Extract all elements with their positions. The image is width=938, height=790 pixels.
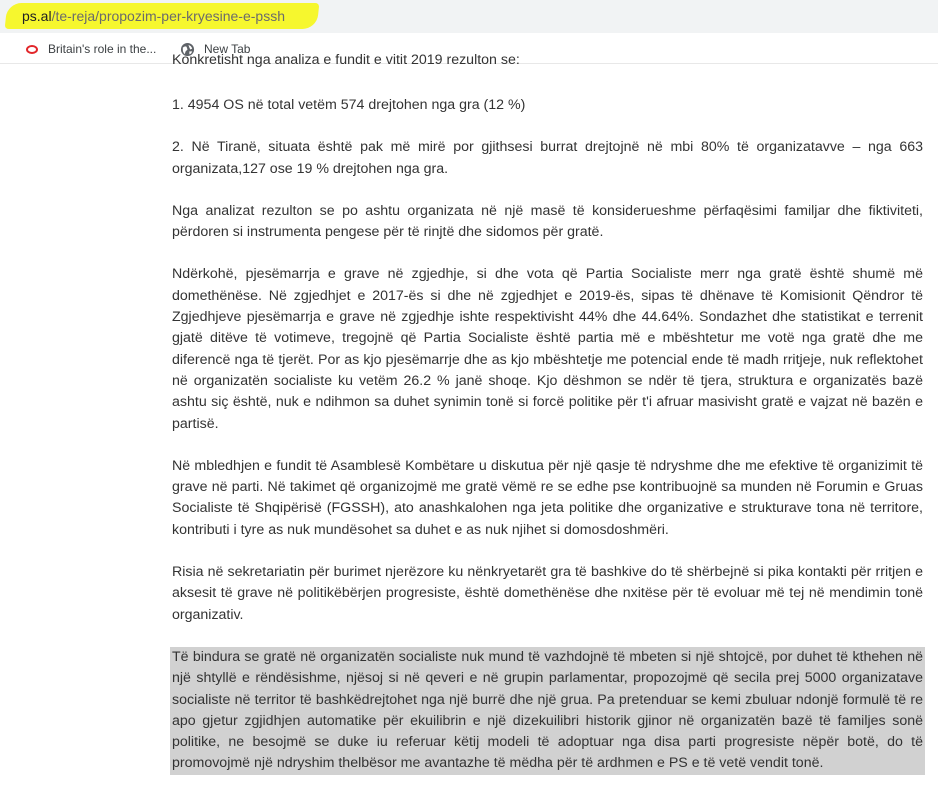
cut-off-text-line xyxy=(172,52,923,71)
article-body xyxy=(172,52,923,775)
bookmark-label: New Tab xyxy=(204,42,251,56)
url-path: /te-reja/propozim-per-kryesine-e-pssh xyxy=(51,8,285,24)
article-paragraph-5: Në mbledhjen e fundit të Asamblesë Kombëtare u diskutua për një qasje të ndryshme dhe me efektive të organizimit të grave në parti. Në takimet që organizojmë me gratë vëmë re se edhe pse kontribuojnë sa munden në Forumin e Gruas Socialiste të Shqipërisë (FGSSH), ato anashkalohen nga jeta politike dhe organizative e strukturave tona në territore, kontributi i tyre as nuk mundësohet sa duhet e as nuk njihet si domosdoshmëri. xyxy=(172,457,923,538)
cut-off-text: Konkretisht nga analiza e fundit e vitit 2019 rezulton se: xyxy=(172,52,520,68)
address-bar[interactable] xyxy=(0,0,938,33)
highlighted-paragraph: Të bindura se gratë në organizatën socialiste nuk mund të vazhdojnë të mbeten si një shtojcë, por duhet të kthehen në një shtyllë e rëndësishme, njësoj si në qeveri e në grupin parlamentar, propozojmë që secila prej 5000 organizatave socialiste në territor të bashkëdrejtohet nga një burrë dhe një grua. Pa pretenduar se kemi zbuluar ndonjë formulë të re apo gjetur zgjidhjen automatike për ekuilibrin e një dizekuilibri historik gjinor në organizatën bazë të familjes sonë politike, ne besojmë se duke iu referuar këtij modeli të adoptuar nga disa parti progresiste nëpër botë, do të promovojmë një ndryshim thelbësor me avantazhe të mëdha për të ardhmen e PS e të vetë vendit tonë. xyxy=(170,647,925,775)
url-host: ps.al xyxy=(22,8,52,24)
article-paragraph-3: Nga analizat rezulton se po ashtu organizata në një masë të konsiderueshme përfaqësimi familjar dhe fiktiviteti, përdoren si instrumenta pengese për të rinjtë dhe sidomos për gratë. xyxy=(172,202,923,241)
article-paragraph-6: Risia në sekretariatin për burimet njerëzore ku nënkryetarët gra të bashkive do të shërbejnë si pika kontakti për rritjen e aksesit të grave në politikëbërjen progresiste, është domethënëse dhe nxitëse për të evoluar më tej në mendimin tonë organizativ. xyxy=(172,564,923,623)
bookmark-label: Britain's role in the... xyxy=(48,42,157,56)
article-paragraph-1: 1. 4954 OS në total vetëm 574 drejtohen nga gra (12 %) xyxy=(172,97,526,113)
article-paragraph-4: Ndërkohë, pjesëmarrja e grave në zgjedhje, si dhe vota që Partia Socialiste merr nga gratë është shumë më domethënëse. Në zgjedhjet e 2017-ës si dhe në zgjedhjet e 2019-ës, sipas të dhënave të Komisionit Qëndror të Zgjedhjeve pjesëmarrja e grave në zgjedhje ishte respektivisht 44% dhe 44.64%. Sondazhet dhe statistikat e terrenit gjatë ditëve të votimeve, tregojnë që Partia Socialiste është partia më e mbështetur me votë nga gratë dhe me diferencë nga të tjerët. Por as kjo pjesëmarrje dhe as kjo mbështetje me potencial ende të madh rritjeje, nuk reflektohet në organizatën socialiste ku vetëm 26.2 % janë shoqe. Kjo dëshmon se ndër të tjera, struktura e organizatës bazë ashtu siç është, nuk e ndihmon sa duhet synimin tonë si forcë politike për t'i afruar masivisht gratë e vajzat në bazën e partisë. xyxy=(172,266,923,432)
opera-icon xyxy=(26,45,38,54)
bookmark-britains-role[interactable] xyxy=(26,40,156,58)
url-text[interactable] xyxy=(22,8,285,24)
article-paragraph-2: 2. Në Tiranë, situata është pak më mirë por gjithsesi burrat drejtojnë në mbi 80% të organizatavve – nga 663 organizata,127 ose 19 % drejtohen nga gra. xyxy=(172,139,923,177)
